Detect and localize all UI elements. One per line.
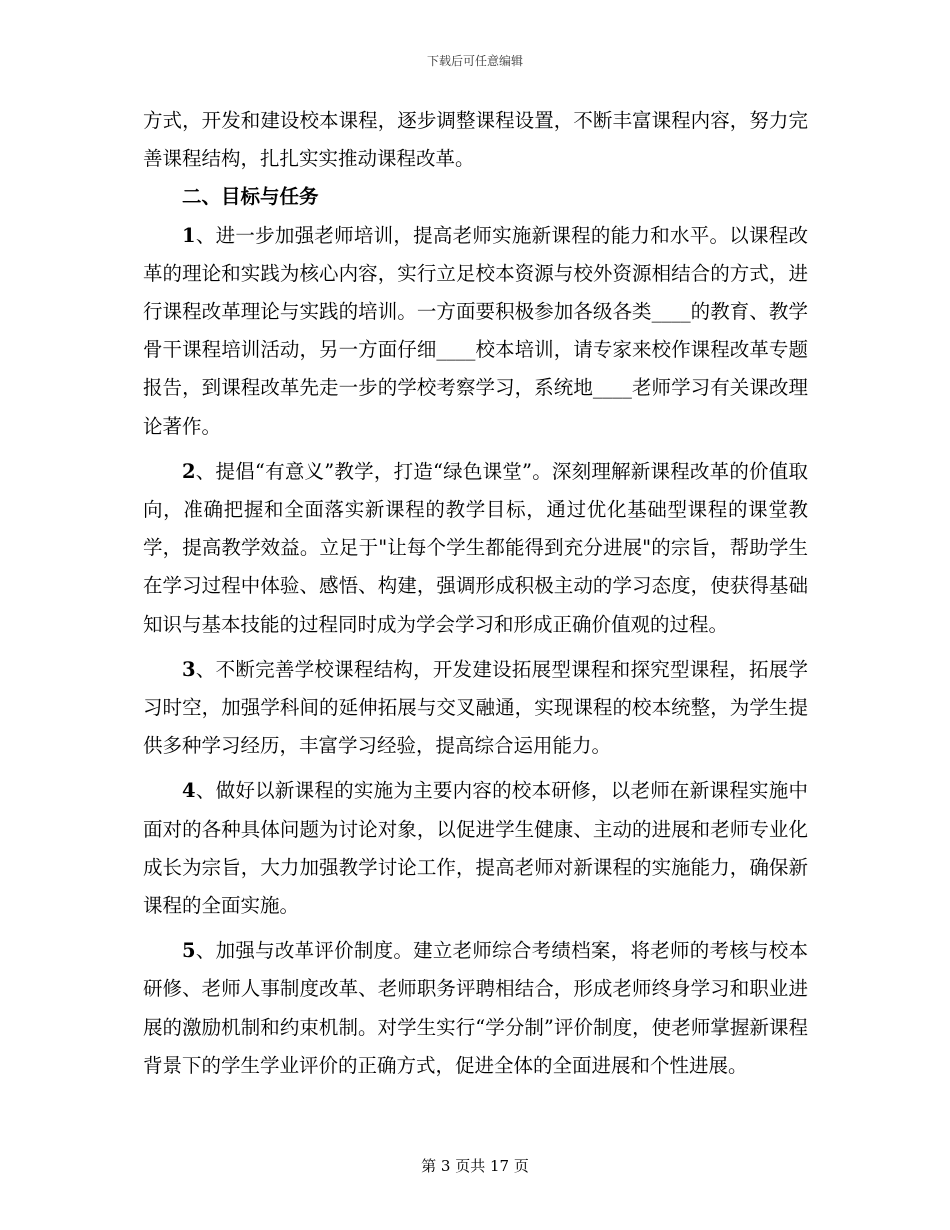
- list-item: [143, 651, 808, 766]
- item-number: 2: [182, 459, 196, 483]
- item-number: 4: [182, 779, 196, 803]
- item-text: 、不断完善学校课程结构，开发建设拓展型课程和探究型课程，拓展学习时空，加强学科间的延伸拓展与交叉融通，实现课程的校本统整，为学生提供多种学习经历，丰富学习经验，提高综合运用能力。: [143, 657, 808, 758]
- page-footer: 第 3 页共 17 页: [421, 1157, 529, 1175]
- item-text: 、提倡“有意义”教学，打造“绿色课堂”。深刻理解新课程改革的价值取向，准确把握和全面落实新课程的教学目标，通过优化基础型课程的课堂教学，提高教学效益。立足于"让每个学生都能得到充分进展"的宗旨，帮助学生在学习过程中体验、感悟、构建，强调形成积极主动的学习态度，使获得基础知识与基本技能的过程同时成为学会学习和形成正确价值观的过程。: [143, 459, 808, 636]
- item-text: 、进一步加强老师培训，提高老师实施新课程的能力和水平。以课程改革的理论和实践为核心内容，实行立足校本资源与校外资源相结合的方式，进行课程改革理论与实践的培训。一方面要积极参加各级各类____的教育、教学骨干课程培训活动，另一方面仔细____校本培训，请专家来校作课程改革专题报告，到课程改革先走一步的学校考察学习，系统地____老师学习有关课改理论著作。: [143, 223, 808, 438]
- item-text: 、加强与改革评价制度。建立老师综合考绩档案，将老师的考核与校本研修、老师人事制度改革、老师职务评聘相结合，形成老师终身学习和职业进展的激励机制和约束机制。对学生实行“学分制”评价制度，使老师掌握新课程背景下的学生学业评价的正确方式，促进全体的全面进展和个性进展。: [143, 939, 808, 1077]
- item-number: 3: [182, 657, 196, 681]
- item-text: 、做好以新课程的实施为主要内容的校本研修，以老师在新课程实施中面对的各种具体问题为讨论对象，以促进学生健康、主动的进展和老师专业化成长为宗旨，大力加强教学讨论工作，提高老师对新课程的实施能力，确保新课程的全面实施。: [143, 779, 808, 918]
- list-item: [143, 772, 808, 925]
- document-body: [143, 102, 808, 1085]
- intro-paragraph: 方式，开发和建设校本课程，逐步调整课程设置，不断丰富课程内容，努力完善课程结构，扎扎实实推动课程改革。: [143, 109, 808, 171]
- list-item: [143, 217, 808, 446]
- page-header: 下载后可任意编辑: [426, 54, 523, 68]
- list-item: [143, 932, 808, 1085]
- section-heading: 二、目标与任务: [182, 185, 319, 209]
- list-item: [143, 453, 808, 644]
- item-number: 1: [182, 223, 196, 247]
- item-number: 5: [182, 939, 196, 963]
